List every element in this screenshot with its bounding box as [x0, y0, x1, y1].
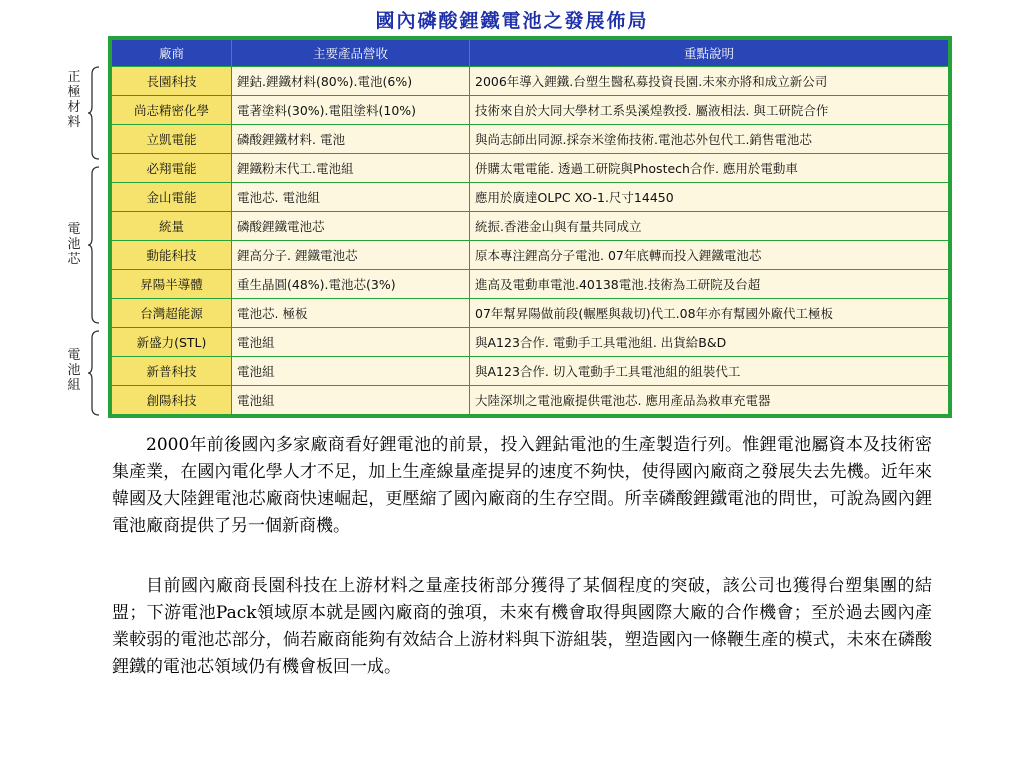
- group-label-cathode: 正極材料: [67, 70, 81, 130]
- company-cell: 昇陽半導體: [112, 270, 232, 299]
- table-row: [112, 357, 949, 386]
- group-label-pack: 電池組: [67, 348, 81, 393]
- table-row: [112, 67, 949, 96]
- page-title: 國內磷酸鋰鐵電池之發展佈局: [375, 10, 649, 32]
- note-cell: 統振.香港金山與有量共同成立: [470, 212, 949, 241]
- table-row: [112, 270, 949, 299]
- product-cell: 電著塗料(30%).電阻塗料(10%): [232, 96, 470, 125]
- table-row: [112, 125, 949, 154]
- note-cell: 與尚志師出同源.採奈米塗佈技術.電池芯外包代工.銷售電池芯: [470, 125, 949, 154]
- header-product: 主要產品營收: [232, 40, 470, 67]
- table-row: [112, 183, 949, 212]
- table-row: [112, 299, 949, 328]
- company-cell: 長園科技: [112, 67, 232, 96]
- header-note: 重點說明: [470, 40, 949, 67]
- product-cell: 鋰鐵粉末代工.電池組: [232, 154, 470, 183]
- table-header-row: [112, 40, 949, 67]
- table-row: [112, 241, 949, 270]
- note-cell: 技術來自於大同大學材工系吳溪煌教授. 屬液相法. 與工研院合作: [470, 96, 949, 125]
- company-cell: 尚志精密化學: [112, 96, 232, 125]
- note-cell: 原本專注鋰高分子電池. 07年底轉而投入鋰鐵電池芯: [470, 241, 949, 270]
- product-cell: 鋰鈷.鋰鐵材料(80%).電池(6%): [232, 67, 470, 96]
- product-cell: 電池芯. 電池組: [232, 183, 470, 212]
- note-cell: 進高及電動車電池.40138電池.技術為工研院及台超: [470, 270, 949, 299]
- company-cell: 立凱電能: [112, 125, 232, 154]
- table-row: [112, 212, 949, 241]
- company-cell: 金山電能: [112, 183, 232, 212]
- body-paragraph-1: 2000年前後國內多家廠商看好鋰電池的前景，投入鋰鈷電池的生產製造行列。惟鋰電池屬資本及技術密集產業，在國內電化學人才不足，加上生產線量產提昇的速度不夠快，使得國內廠商之發展失去先機。近年來韓國及大陸鋰電池芯廠商快速崛起，更壓縮了國內廠商的生存空間。所幸磷酸鋰鐵電池的問世，可說為國內鋰電池廠商提供了另一個新商機。: [112, 435, 932, 536]
- table-row: [112, 386, 949, 415]
- product-cell: 磷酸鋰鐵電池芯: [232, 212, 470, 241]
- note-cell: 與A123合作. 電動手工具電池組. 出貨給B&D: [470, 328, 949, 357]
- body-paragraph-2: 目前國內廠商長園科技在上游材料之量產技術部分獲得了某個程度的突破，該公司也獲得台塑集團的結盟；下游電池Pack領域原本就是國內廠商的強項，未來有機會取得與國際大廠的合作機會；至於過去國內產業較弱的電池芯部分，倘若廠商能夠有效結合上游材料與下游組裝，塑造國內一條鞭生產的模式，未來在磷酸鋰鐵的電池芯領域仍有機會板回一成。: [112, 576, 932, 677]
- company-cell: 必翔電能: [112, 154, 232, 183]
- note-cell: 2006年導入鋰鐵.台塑生醫私募投資長園.未來亦將和成立新公司: [470, 67, 949, 96]
- company-cell: 台灣超能源: [112, 299, 232, 328]
- company-cell: 新盛力(STL): [112, 328, 232, 357]
- product-cell: 電池組: [232, 386, 470, 415]
- product-cell: 電池芯. 極板: [232, 299, 470, 328]
- product-cell: 電池組: [232, 357, 470, 386]
- company-cell: 新普科技: [112, 357, 232, 386]
- company-cell: 動能科技: [112, 241, 232, 270]
- note-cell: 與A123合作. 切入電動手工具電池組的組裝代工: [470, 357, 949, 386]
- product-cell: 鋰高分子. 鋰鐵電池芯: [232, 241, 470, 270]
- product-cell: 磷酸鋰鐵材料. 電池: [232, 125, 470, 154]
- group-bracket-pack: [88, 330, 100, 416]
- note-cell: 大陸深圳之電池廠提供電池芯. 應用產品為救車充電器: [470, 386, 949, 415]
- note-cell: 併購太電電能. 透過工研院與Phostech合作. 應用於電動車: [470, 154, 949, 183]
- table-row: [112, 154, 949, 183]
- note-cell: 應用於廣達OLPC XO-1.尺寸14450: [470, 183, 949, 212]
- table-row: [112, 328, 949, 357]
- company-cell: 創陽科技: [112, 386, 232, 415]
- header-company: 廠商: [112, 40, 232, 67]
- table-row: [112, 96, 949, 125]
- group-bracket-cathode: [88, 66, 100, 160]
- product-cell: 重生晶圓(48%).電池芯(3%): [232, 270, 470, 299]
- product-cell: 電池組: [232, 328, 470, 357]
- note-cell: 07年幫昇陽做前段(輾壓與裁切)代工.08年亦有幫國外廠代工極板: [470, 299, 949, 328]
- group-label-cell: 電池芯: [67, 222, 81, 267]
- group-bracket-cell: [88, 166, 100, 324]
- company-cell: 統量: [112, 212, 232, 241]
- company-table: [108, 36, 952, 418]
